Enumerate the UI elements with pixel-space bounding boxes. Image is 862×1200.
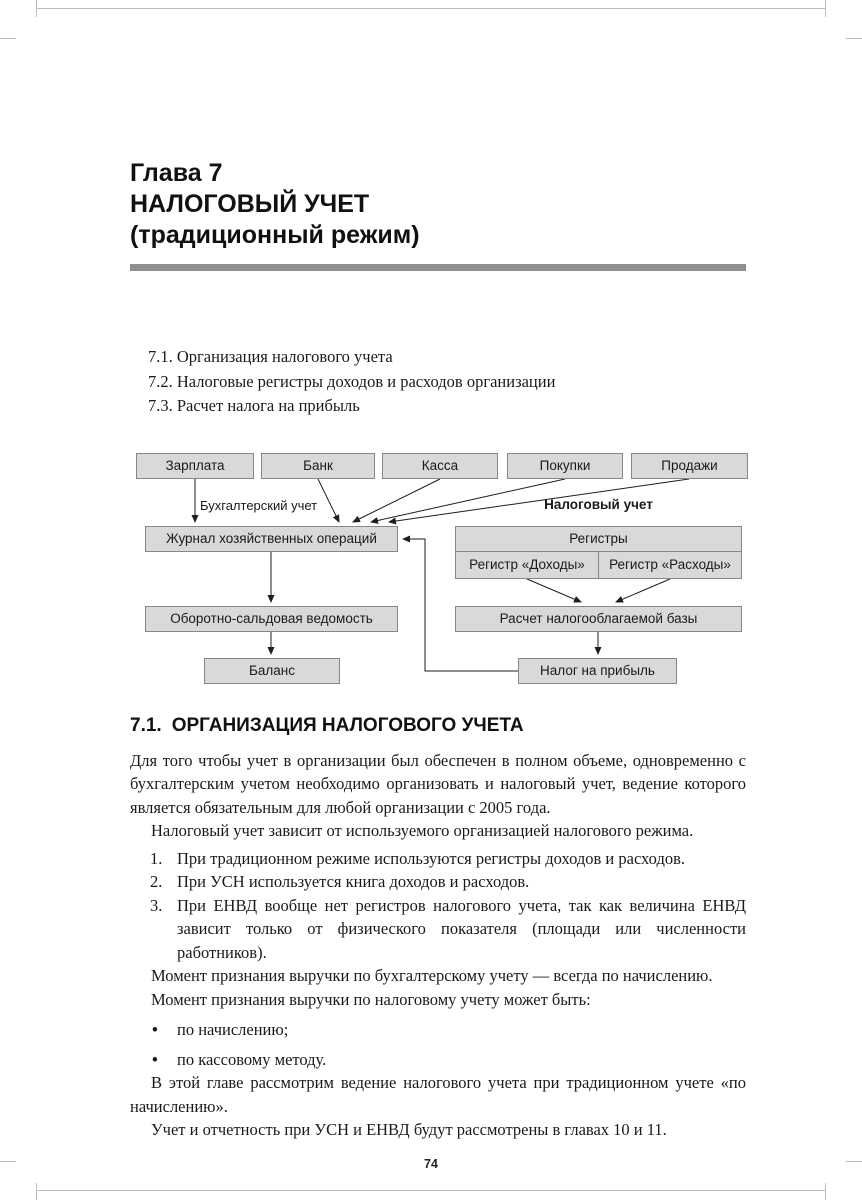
diagram-box-sales: Продажи — [631, 453, 748, 479]
bullet-item — [152, 1018, 746, 1042]
chapter-label: Глава 7 — [130, 159, 223, 187]
list-item — [150, 847, 746, 871]
bullet-text: по кассовому методу. — [177, 1049, 327, 1069]
section-heading-text: ОРГАНИЗАЦИЯ НАЛОГОВОГО УЧЕТА — [171, 714, 524, 736]
section-heading-number: 7.1. — [130, 714, 162, 736]
diagram-box-balance: Баланс — [204, 658, 340, 684]
list-item-text: При УСН используется книга доходов и расходов. — [177, 872, 530, 891]
paragraph: Для того чтобы учет в организации был обеспечен в полном объеме, одновременно с бухгалтерским учетом необходимо организовать и налоговый учет, ведение которого является обязательным для любой организации с 2005 года. — [130, 750, 746, 817]
diagram-box-trial-balance: Оборотно-сальдовая ведомость — [145, 606, 398, 632]
crop-mark-top-right-v — [825, 0, 826, 17]
numbered-list — [150, 847, 746, 965]
chapter-rule — [130, 264, 746, 271]
list-item-number: 3. — [150, 895, 163, 915]
section-body — [130, 749, 746, 1142]
paragraph: В этой главе рассмотрим ведение налогового учета при традиционном учете «по начислению». — [130, 1073, 746, 1116]
diagram-box-cash: Касса — [382, 453, 498, 479]
diagram-box-profit-tax: Налог на прибыль — [518, 658, 677, 684]
paragraph: Момент признания выручки по бухгалтерскому учету — всегда по начислению. — [151, 966, 713, 985]
crop-mark-top-right-h — [846, 38, 862, 39]
bullet-item — [152, 1048, 746, 1072]
flow-diagram — [130, 443, 748, 695]
diagram-box-registers: Регистры — [455, 526, 742, 552]
chapter-title-line2: (традиционный режим) — [130, 221, 420, 249]
diagram-box-salary: Зарплата — [136, 453, 254, 479]
bullet-marker: • — [152, 1020, 158, 1039]
diagram-box-bank: Банк — [261, 453, 375, 479]
toc-item-7-2: 7.2. Налоговые регистры доходов и расходов организации — [148, 371, 556, 391]
crop-mark-top-left-h — [0, 38, 16, 39]
diagram-box-journal: Журнал хозяйственных операций — [145, 526, 398, 552]
diagram-box-register-expense: Регистр «Расходы» — [598, 551, 742, 579]
diagram-box-tax-base: Расчет налогооблагаемой базы — [455, 606, 742, 632]
crop-mark-bottom-right-v — [825, 1183, 826, 1200]
paragraph: Момент признания выручки по налоговому учету может быть: — [151, 989, 591, 1009]
list-item — [150, 870, 746, 894]
bullet-list — [152, 1018, 746, 1071]
paragraph: Учет и отчетность при УСН и ЕНВД будут рассмотрены в главах 10 и 11. — [151, 1120, 667, 1139]
diagram-box-purchases: Покупки — [507, 453, 623, 479]
list-item-text: При ЕНВД вообще нет регистров налогового учета, так как величина ЕНВД зависит только от физического показателя (площади или численности работников). — [177, 895, 746, 962]
page-number: 74 — [424, 1157, 438, 1171]
trim-line-bottom — [36, 1190, 826, 1191]
chapter-header — [130, 158, 746, 271]
trim-line-top — [36, 8, 826, 9]
page-content — [130, 158, 746, 1142]
diagram-box-register-income: Регистр «Доходы» — [455, 551, 599, 579]
list-item-number: 1. — [150, 848, 163, 868]
crop-mark-bottom-left-v — [36, 1183, 37, 1200]
list-item — [150, 894, 746, 965]
list-item-text: При традиционном режиме используются регистры доходов и расходов. — [177, 848, 686, 868]
toc-item-7-1: 7.1. Организация налогового учета — [148, 347, 393, 366]
diagram-label-accounting: Бухгалтерский учет — [200, 497, 318, 513]
diagram-label-tax: Налоговый учет — [544, 496, 653, 512]
bullet-marker: • — [152, 1049, 158, 1069]
list-item-number: 2. — [150, 872, 163, 891]
bullet-text: по начислению; — [177, 1020, 289, 1039]
chapter-toc — [148, 345, 746, 419]
chapter-title-line1: НАЛОГОВЫЙ УЧЕТ — [130, 190, 370, 218]
section-heading — [130, 715, 746, 737]
paragraph: Налоговый учет зависит от используемого организацией налогового режима. — [151, 821, 694, 840]
crop-mark-top-left-v — [36, 0, 37, 17]
toc-item-7-3: 7.3. Расчет налога на прибыль — [148, 396, 360, 415]
